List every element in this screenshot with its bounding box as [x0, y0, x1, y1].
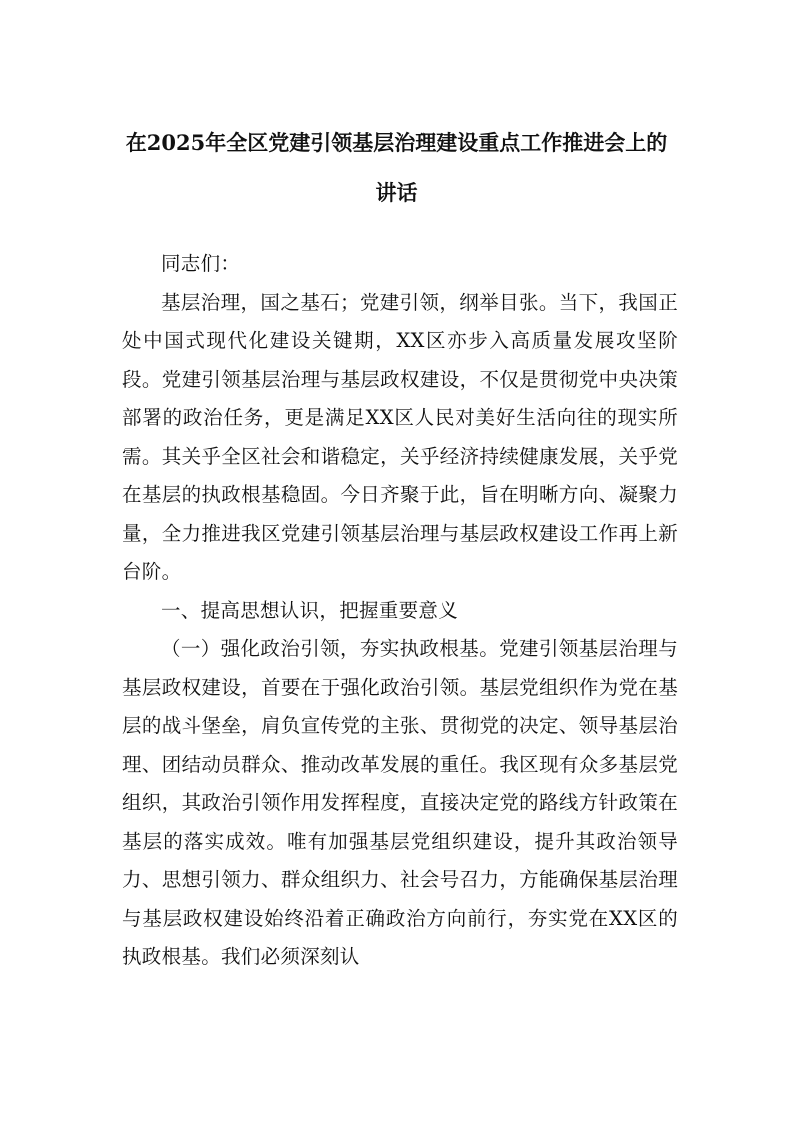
document-title-line-2: 讲话 — [375, 180, 418, 205]
section-heading-1: 一、提高思想认识，把握重要意义 — [161, 598, 459, 622]
salutation: 同志们： — [161, 252, 241, 275]
document-title-line-1: 在2025年全区党建引领基层治理建设重点工作推进会上的 — [125, 130, 668, 155]
document-body — [122, 245, 678, 977]
subsection-paragraph-1: （一）强化政治引领，夯实执政根基。党建引领基层治理与基层政权建设，首要在于强化政治引领。基层党组织作为党在基层的战斗堡垒，肩负宣传党的主张、贯彻党的决定、领导基层治理、团结动员群众、推动改革发展的重任。我区现有众多基层党组织，其政治引领作用发挥程度，直接决定党的路线方针政策在基层的落实成效。唯有加强基层党组织建设，提升其政治领导力、思想引领力、群众组织力、社会号召力，方能确保基层治理与基层政权建设始终沿着正确政治方向前行，夯实党在XX区的执政根基。我们必须深刻认 — [122, 637, 678, 968]
intro-paragraph: 基层治理，国之基石；党建引领，纲举目张。当下，我国正处中国式现代化建设关键期，XX区亦步入高质量发展攻坚阶段。党建引领基层治理与基层政权建设，不仅是贯彻党中央决策部署的政治任务，更是满足XX区人民对美好生活向往的现实所需。其关乎全区社会和谐稳定，关乎经济持续健康发展，关乎党在基层的执政根基稳固。今日齐聚于此，旨在明晰方向、凝聚力量，全力推进我区党建引领基层治理与基层政权建设工作再上新台阶。 — [122, 290, 678, 583]
